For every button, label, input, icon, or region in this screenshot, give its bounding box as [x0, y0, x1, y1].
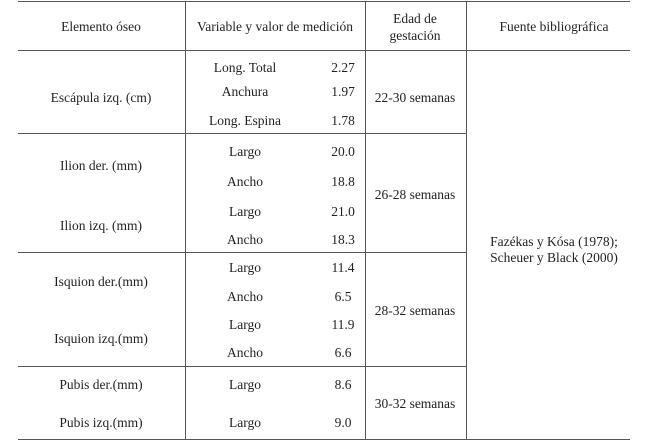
measure-variable: Largo [229, 415, 261, 430]
header-element: Elemento óseo [61, 19, 141, 34]
measure-value: 11.4 [331, 260, 355, 275]
measure-variable: Long. Espina [209, 113, 281, 128]
element-name: Isquion izq.(mm) [54, 331, 148, 346]
measure-value: 20.0 [331, 144, 355, 159]
table-bottom-rule [18, 439, 630, 440]
measure-value: 11.9 [331, 317, 355, 332]
group-divider-2 [18, 252, 467, 253]
measure-value: 6.6 [334, 345, 352, 360]
header-bottom-rule [18, 50, 630, 51]
measure-variable: Anchura [221, 84, 269, 99]
measure-value: 8.6 [334, 377, 352, 392]
gestation-age: 22-30 semanas [374, 90, 456, 105]
measure-value: 21.0 [331, 204, 355, 219]
element-name: Ilion der. (mm) [59, 158, 143, 173]
measure-variable: Ancho [227, 232, 263, 247]
source-line2: Scheuer y Black (2000) [490, 250, 618, 265]
gestation-age: 28-32 semanas [374, 303, 456, 318]
measure-value: 1.78 [331, 113, 355, 128]
element-name: Pubis der.(mm) [59, 377, 143, 392]
group-divider-1 [18, 133, 467, 134]
element-name: Ilion izq. (mm) [59, 218, 143, 233]
gestation-age: 26-28 semanas [374, 187, 456, 202]
measure-variable: Ancho [227, 345, 263, 360]
element-name: Escápula izq. (cm) [50, 90, 152, 105]
column-divider-1 [185, 1, 186, 439]
header-variable: Variable y valor de medición [197, 19, 353, 34]
measure-variable: Ancho [227, 174, 263, 189]
measure-value: 18.3 [331, 232, 355, 247]
measure-variable: Ancho [227, 289, 263, 304]
measure-variable: Largo [229, 377, 261, 392]
measure-value: 6.5 [334, 289, 352, 304]
header-age-line2: gestación [389, 28, 441, 43]
header-age-line1: Edad de [393, 11, 437, 26]
table-top-rule [18, 1, 630, 2]
column-divider-3 [466, 1, 467, 439]
group-divider-3 [18, 366, 467, 367]
measure-variable: Largo [229, 317, 261, 332]
measure-value: 18.8 [331, 174, 355, 189]
element-name: Pubis izq.(mm) [59, 415, 143, 430]
measure-value: 2.27 [331, 60, 355, 75]
source-line1: Fazékas y Kósa (1978); [490, 234, 618, 249]
measure-variable: Largo [229, 204, 261, 219]
column-divider-2 [365, 1, 366, 439]
measure-value: 1.97 [331, 84, 355, 99]
measure-variable: Largo [229, 260, 261, 275]
measure-variable: Long. Total [213, 60, 277, 75]
element-name: Isquion der.(mm) [54, 274, 148, 289]
measure-variable: Largo [229, 144, 261, 159]
header-source: Fuente bibliográfica [499, 19, 609, 34]
gestation-age: 30-32 semanas [374, 396, 456, 411]
measure-value: 9.0 [334, 415, 352, 430]
